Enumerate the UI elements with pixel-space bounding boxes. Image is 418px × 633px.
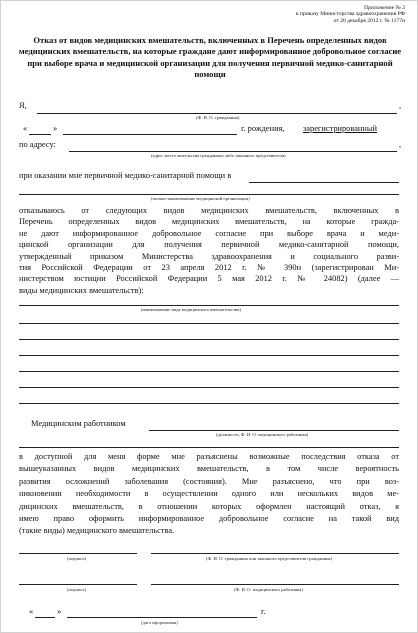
annex-line-2: к приказу Министерства здравоохранения РФ [295, 11, 405, 18]
annex-line-3: от 20 декабря 2012 г. № 1177н [333, 17, 405, 24]
refusal-line: утвержденный приказом Министерства здравоохранения и социального разви- [19, 251, 399, 261]
intervention-caption: (наименование вида медицинского вмешательства) [141, 307, 241, 312]
intervention-line-4[interactable] [19, 355, 399, 356]
worker-signature-caption: (подпись) [67, 587, 87, 592]
refusal-line: тия Российской Федерации от 23 апреля 2012 г. № 390н (зарегистрирован Ми- [19, 263, 399, 273]
worker-label: Медицинским работником [31, 419, 126, 428]
date-day-line[interactable] [35, 617, 55, 618]
date-caption: (дата оформления) [141, 620, 178, 625]
intervention-line-5[interactable] [19, 371, 399, 372]
refusal-line: виды медицинских вмешательств): [19, 285, 144, 295]
worker-fio-caption: (Ф. И. О. медицинского работника) [234, 587, 303, 592]
intervention-line-2[interactable] [19, 323, 399, 324]
worker-caption: (должность, Ф. И. О. медицинского работника) [216, 432, 309, 437]
date-quote-open: « [29, 607, 34, 616]
org-line-1[interactable] [249, 182, 399, 183]
explanation-line: имею право оформить информированное добровольное согласие на такой вид [19, 514, 399, 524]
registered-label: зарегистрированный [303, 124, 378, 133]
worker-line-2[interactable] [19, 447, 399, 448]
intervention-line-6[interactable] [19, 387, 399, 388]
explanation-line: никновении необходимости в осуществлении одного или нескольких видов ме- [19, 489, 399, 499]
address-label: по адресу: [19, 140, 56, 149]
citizen-signature-caption: (подпись) [67, 556, 87, 561]
explanation-line: (такие виды) медицинского вмешательства. [19, 526, 175, 536]
refusal-line: цинской организации для получения первичной медико-санитарной помощи, [19, 240, 399, 250]
citizen-name-caption: (Ф. И. О. гражданина) [196, 115, 240, 120]
birth-quote-close: » [53, 124, 58, 133]
explanation-line: дицинских вмешательств, в отношении которых оформлен настоящий отказ, я [19, 501, 399, 511]
annex-header [296, 5, 405, 24]
birth-year-label: г. рождения, [241, 124, 285, 133]
refusal-line: нистерством юстиции Российской Федерации 5 мая 2012 г. № 24082) (далее — [19, 274, 399, 284]
help-text: при оказании мне первичной медико-санитарной помощи в [19, 171, 232, 180]
intervention-line-7[interactable] [19, 403, 399, 404]
address-caption: (адрес места жительства гражданина либо законного представителя) [151, 153, 286, 158]
citizen-signature-line[interactable] [19, 553, 137, 554]
refusal-line: Перечень определенных видов медицинских вмешательств, на которые гражда- [19, 217, 399, 227]
date-month-year-line[interactable] [67, 617, 257, 618]
intervention-line-3[interactable] [19, 339, 399, 340]
org-line-2[interactable] [19, 194, 399, 195]
refusal-line: не дают информированное добровольное согласие при выборе врача и меди- [19, 228, 399, 238]
explanation-line: в доступной для меня форме мне разъяснены возможные последствия отказа от [19, 452, 399, 461]
refusal-paragraph [19, 205, 399, 296]
worker-fio-line[interactable] [151, 584, 399, 585]
worker-signature-line[interactable] [19, 584, 137, 585]
refusal-line: отказываюсь от следующих видов медицинских вмешательств, включенных в [19, 206, 399, 215]
date-quote-close: » [57, 607, 62, 616]
explanation-line: развития осложнений заболевания (состояния). Мне разъяснено, что при воз- [19, 476, 399, 486]
document-title-text: Отказ от видов медицинских вмешательств, включенных в Перечень определенных видов медицинских вмешательств, на которые граждане дают информированное добровольное согласие при выборе врача и медицинской организации для получения первичной медико-санитарной помощи [18, 35, 402, 79]
org-caption: (полное наименование медицинской организации) [151, 196, 250, 201]
citizen-fio-caption: (Ф. И. О. гражданина или законного представителя гражданина) [206, 556, 333, 561]
i-label: Я, [19, 101, 27, 110]
intervention-line-1[interactable] [19, 305, 399, 306]
worker-line-1[interactable] [149, 430, 399, 431]
document-title [1, 35, 418, 80]
citizen-fio-line[interactable] [151, 553, 399, 554]
address-comma: , [399, 140, 402, 149]
citizen-name-line[interactable] [37, 113, 397, 114]
i-comma: , [399, 101, 402, 110]
annex-line-1: Приложение № 2 [364, 5, 405, 11]
explanation-line: вышеуказанных видов медицинских вмешательств, в том числе вероятность [19, 464, 399, 474]
explanation-paragraph [19, 451, 399, 538]
birth-day-line[interactable] [29, 134, 51, 135]
address-line[interactable] [69, 151, 397, 152]
birth-month-year-line[interactable] [63, 134, 237, 135]
date-year-suffix: г. [261, 607, 266, 616]
birth-quote-open: « [23, 124, 28, 133]
